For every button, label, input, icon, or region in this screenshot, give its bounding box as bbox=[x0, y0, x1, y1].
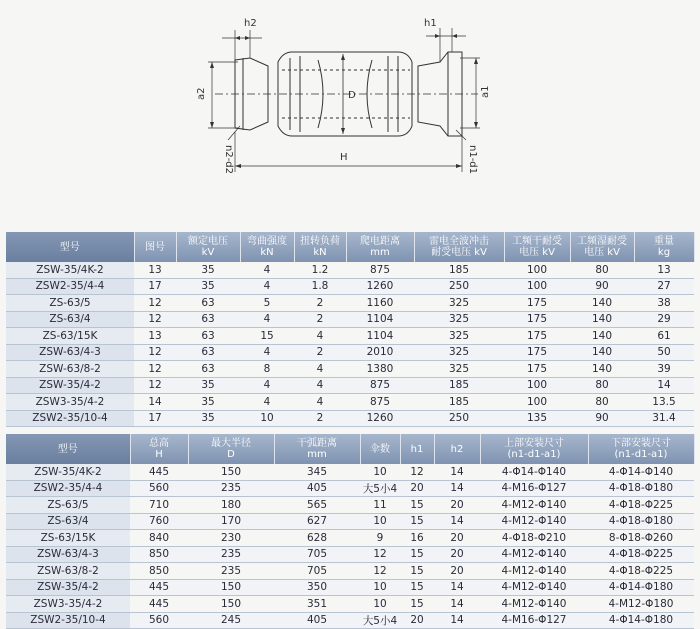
table-cell: 4 bbox=[240, 262, 294, 278]
table-cell: 351 bbox=[274, 596, 360, 613]
column-header bbox=[134, 232, 176, 262]
column-header bbox=[346, 232, 414, 262]
table-cell: 35 bbox=[176, 262, 240, 278]
model-cell: ZSW-63/4-3 bbox=[6, 344, 134, 361]
table-cell: 4 bbox=[240, 394, 294, 411]
table-cell: 10 bbox=[240, 410, 294, 427]
table-cell: 80 bbox=[570, 394, 634, 411]
table-cell: 15 bbox=[400, 563, 434, 580]
table-cell: 175 bbox=[504, 344, 570, 361]
table-row bbox=[6, 344, 694, 361]
table-cell: 345 bbox=[274, 464, 360, 480]
table-cell: 14 bbox=[634, 377, 694, 394]
column-header bbox=[588, 434, 694, 464]
table-cell: 325 bbox=[414, 295, 504, 312]
table-cell: 17 bbox=[134, 410, 176, 427]
model-cell: ZSW3-35/4-2 bbox=[6, 394, 134, 411]
table-cell: 235 bbox=[188, 480, 274, 497]
column-header bbox=[6, 232, 134, 262]
table-cell: 14 bbox=[434, 612, 480, 629]
column-header bbox=[188, 434, 274, 464]
table-cell: 15 bbox=[400, 596, 434, 613]
column-header bbox=[240, 232, 294, 262]
table-row bbox=[6, 394, 694, 411]
table-cell: 4-Φ14-Φ140 bbox=[588, 464, 694, 480]
model-cell: ZS-63/4 bbox=[6, 513, 130, 530]
table-cell: 760 bbox=[130, 513, 188, 530]
header-line-1: 伞数 bbox=[370, 443, 390, 455]
table-cell: 31.4 bbox=[634, 410, 694, 427]
header-line-2: 电压 kV bbox=[584, 247, 620, 258]
table-cell: 13 bbox=[634, 262, 694, 278]
table-cell: 445 bbox=[130, 464, 188, 480]
table-row bbox=[6, 278, 694, 295]
table-row bbox=[6, 563, 694, 580]
table-cell: 63 bbox=[176, 361, 240, 378]
table-cell: 12 bbox=[360, 563, 400, 580]
column-header bbox=[176, 232, 240, 262]
model-cell: ZS-63/15K bbox=[6, 328, 134, 345]
header-line-1: 额定电压 bbox=[188, 236, 228, 247]
table-cell: 1260 bbox=[346, 278, 414, 295]
table-cell: 4-M12-Φ140 bbox=[480, 563, 588, 580]
table-cell: 405 bbox=[274, 480, 360, 497]
table-cell: 13.5 bbox=[634, 394, 694, 411]
table-cell: 14 bbox=[134, 394, 176, 411]
table-row bbox=[6, 596, 694, 613]
model-cell: ZSW-35/4-2 bbox=[6, 377, 134, 394]
table-row bbox=[6, 361, 694, 378]
table-cell: 4-Φ14-Φ180 bbox=[588, 612, 694, 629]
table-cell: 14 bbox=[434, 579, 480, 596]
table-cell: 11 bbox=[360, 497, 400, 514]
table-cell: 10 bbox=[360, 513, 400, 530]
table-row bbox=[6, 262, 694, 278]
table-cell: 245 bbox=[188, 612, 274, 629]
table-cell: 1104 bbox=[346, 311, 414, 328]
header-line-1: 爬电距离 bbox=[360, 236, 400, 247]
table-cell: 10 bbox=[360, 464, 400, 480]
header-line-1: 雷电全波冲击 bbox=[429, 236, 489, 247]
table-cell: 175 bbox=[504, 328, 570, 345]
table-row bbox=[6, 497, 694, 514]
table-cell: 12 bbox=[134, 295, 176, 312]
model-cell: ZSW2-35/4-4 bbox=[6, 480, 130, 497]
insulator-drawing bbox=[0, 0, 700, 225]
header-line-2: (n1-d1-a1) bbox=[614, 449, 668, 460]
table-cell: 4-Φ14-Φ140 bbox=[480, 464, 588, 480]
table-cell: 12 bbox=[134, 344, 176, 361]
table-cell: 4-M16-Φ127 bbox=[480, 612, 588, 629]
table-row bbox=[6, 579, 694, 596]
table-cell: 2 bbox=[294, 311, 346, 328]
table-cell: 4-Φ18-Φ180 bbox=[588, 513, 694, 530]
table-cell: 15 bbox=[400, 579, 434, 596]
table-row bbox=[6, 410, 694, 427]
table-cell: 175 bbox=[504, 295, 570, 312]
table-cell: 850 bbox=[130, 563, 188, 580]
table-cell: 325 bbox=[414, 311, 504, 328]
table-cell: 61 bbox=[634, 328, 694, 345]
header-line-2: (n1-d1-a1) bbox=[507, 449, 561, 460]
table-cell: 4 bbox=[294, 377, 346, 394]
header-line-1: 扭转负荷 bbox=[300, 236, 340, 247]
table-cell: 135 bbox=[504, 410, 570, 427]
table-cell: 560 bbox=[130, 612, 188, 629]
table-row bbox=[6, 612, 694, 629]
table-cell: 90 bbox=[570, 410, 634, 427]
header-line-1: 上部安装尺寸 bbox=[504, 438, 564, 449]
table-cell: 5 bbox=[240, 295, 294, 312]
table-cell: 29 bbox=[634, 311, 694, 328]
column-header bbox=[294, 232, 346, 262]
label-a2: a2 bbox=[196, 87, 207, 100]
table-cell: 63 bbox=[176, 295, 240, 312]
column-header bbox=[274, 434, 360, 464]
table-cell: 20 bbox=[400, 480, 434, 497]
header-line-1: 弯曲强度 bbox=[247, 236, 287, 247]
table-cell: 4-M12-Φ140 bbox=[480, 513, 588, 530]
column-header bbox=[570, 232, 634, 262]
table-cell: 325 bbox=[414, 344, 504, 361]
header-line-1: 型号 bbox=[59, 241, 80, 253]
header-line-2: mm bbox=[307, 449, 327, 460]
table-row bbox=[6, 377, 694, 394]
table-cell: 175 bbox=[504, 311, 570, 328]
table-cell: 1104 bbox=[346, 328, 414, 345]
table-cell: 100 bbox=[504, 278, 570, 295]
table-cell: 850 bbox=[130, 546, 188, 563]
table-cell: 38 bbox=[634, 295, 694, 312]
table-cell: 大5小4 bbox=[360, 480, 400, 497]
header-line-2: kV bbox=[201, 247, 215, 258]
table-cell: 63 bbox=[176, 328, 240, 345]
table-cell: 12 bbox=[134, 311, 176, 328]
header-line-2: kN bbox=[260, 247, 274, 258]
table-cell: 325 bbox=[414, 361, 504, 378]
model-cell: ZSW-35/4K-2 bbox=[6, 262, 134, 278]
table-cell: 12 bbox=[134, 377, 176, 394]
table-cell: 4-M12-Φ180 bbox=[588, 596, 694, 613]
model-cell: ZS-63/5 bbox=[6, 497, 130, 514]
column-header bbox=[414, 232, 504, 262]
table-cell: 230 bbox=[188, 530, 274, 547]
table-cell: 140 bbox=[570, 295, 634, 312]
header-line-1: 下部安装尺寸 bbox=[611, 438, 671, 449]
table-cell: 1260 bbox=[346, 410, 414, 427]
table-cell: 185 bbox=[414, 377, 504, 394]
header-line-1: 总高 bbox=[149, 438, 169, 449]
table-cell: 875 bbox=[346, 377, 414, 394]
table-cell: 175 bbox=[504, 361, 570, 378]
table-cell: 15 bbox=[400, 497, 434, 514]
table-cell: 180 bbox=[188, 497, 274, 514]
header-line-1: h2 bbox=[450, 443, 464, 455]
header-line-2: H bbox=[155, 449, 163, 460]
table-cell: 63 bbox=[176, 311, 240, 328]
table-cell: 140 bbox=[570, 328, 634, 345]
table-row bbox=[6, 513, 694, 530]
table-row bbox=[6, 530, 694, 547]
label-h: H bbox=[340, 152, 348, 163]
table-cell: 35 bbox=[176, 394, 240, 411]
column-header bbox=[400, 434, 434, 464]
table-cell: 4 bbox=[240, 278, 294, 295]
model-cell: ZSW-63/8-2 bbox=[6, 563, 130, 580]
table-cell: 12 bbox=[360, 546, 400, 563]
table-row bbox=[6, 464, 694, 480]
label-n2-d2: n2-d2 bbox=[223, 145, 234, 175]
table-cell: 90 bbox=[570, 278, 634, 295]
table-cell: 150 bbox=[188, 579, 274, 596]
table-cell: 80 bbox=[570, 377, 634, 394]
table-cell: 80 bbox=[570, 262, 634, 278]
table-cell: 4-M12-Φ140 bbox=[480, 596, 588, 613]
table-cell: 100 bbox=[504, 394, 570, 411]
table-cell: 10 bbox=[360, 596, 400, 613]
table-cell: 9 bbox=[360, 530, 400, 547]
table-cell: 140 bbox=[570, 344, 634, 361]
table-cell: 4-Φ18-Φ225 bbox=[588, 497, 694, 514]
table-cell: 14 bbox=[434, 464, 480, 480]
model-cell: ZSW2-35/10-4 bbox=[6, 410, 134, 427]
table-cell: 710 bbox=[130, 497, 188, 514]
table-cell: 14 bbox=[434, 596, 480, 613]
table-cell: 705 bbox=[274, 546, 360, 563]
table-cell: 12 bbox=[400, 464, 434, 480]
table-cell: 100 bbox=[504, 262, 570, 278]
header-line-1: 型号 bbox=[57, 443, 78, 455]
table-cell: 14 bbox=[434, 480, 480, 497]
label-d: D bbox=[348, 90, 356, 101]
table-cell: 875 bbox=[346, 262, 414, 278]
table-row bbox=[6, 328, 694, 345]
table-cell: 875 bbox=[346, 394, 414, 411]
label-h1: h1 bbox=[424, 18, 437, 29]
header-line-1: 图号 bbox=[145, 241, 165, 253]
table-cell: 20 bbox=[434, 546, 480, 563]
header-line-1: h1 bbox=[410, 443, 424, 455]
model-cell: ZSW-35/4K-2 bbox=[6, 464, 130, 480]
model-cell: ZSW-63/4-3 bbox=[6, 546, 130, 563]
table-row bbox=[6, 311, 694, 328]
column-header bbox=[480, 434, 588, 464]
model-cell: ZS-63/5 bbox=[6, 295, 134, 312]
table-cell: 4 bbox=[240, 311, 294, 328]
table-cell: 4-Φ14-Φ180 bbox=[588, 579, 694, 596]
table-cell: 4-Φ18-Φ225 bbox=[588, 546, 694, 563]
column-header bbox=[130, 434, 188, 464]
table-cell: 185 bbox=[414, 394, 504, 411]
table-cell: 12 bbox=[134, 361, 176, 378]
header-line-1: 工频湿耐受 bbox=[577, 236, 627, 247]
table-cell: 150 bbox=[188, 596, 274, 613]
table-cell: 20 bbox=[434, 497, 480, 514]
column-header bbox=[634, 232, 694, 262]
table-row bbox=[6, 480, 694, 497]
column-header bbox=[504, 232, 570, 262]
table-cell: 10 bbox=[360, 579, 400, 596]
table-cell: 185 bbox=[414, 262, 504, 278]
model-cell: ZSW3-35/4-2 bbox=[6, 596, 130, 613]
table-cell: 1380 bbox=[346, 361, 414, 378]
model-cell: ZS-63/15K bbox=[6, 530, 130, 547]
table-cell: 4-Φ18-Φ180 bbox=[588, 480, 694, 497]
table-cell: 140 bbox=[570, 311, 634, 328]
table-cell: 2 bbox=[294, 295, 346, 312]
table-cell: 8-Φ18-Φ260 bbox=[588, 530, 694, 547]
table-cell: 35 bbox=[176, 410, 240, 427]
header-line-2: D bbox=[227, 449, 235, 460]
table-cell: 63 bbox=[176, 344, 240, 361]
table-cell: 445 bbox=[130, 596, 188, 613]
table-cell: 4 bbox=[294, 361, 346, 378]
model-cell: ZSW-35/4-2 bbox=[6, 579, 130, 596]
table-cell: 14 bbox=[434, 513, 480, 530]
table-cell: 1.8 bbox=[294, 278, 346, 295]
model-cell: ZS-63/4 bbox=[6, 311, 134, 328]
table-cell: 140 bbox=[570, 361, 634, 378]
column-header bbox=[434, 434, 480, 464]
table-cell: 4 bbox=[294, 394, 346, 411]
header-line-1: 最大半径 bbox=[211, 438, 251, 449]
table-cell: 2 bbox=[294, 344, 346, 361]
header-line-1: 重量 bbox=[654, 236, 674, 247]
table-cell: 565 bbox=[274, 497, 360, 514]
table-cell: 20 bbox=[434, 530, 480, 547]
table-cell: 4-M12-Φ140 bbox=[480, 579, 588, 596]
table-cell: 17 bbox=[134, 278, 176, 295]
table-cell: 4-Φ18-Φ210 bbox=[480, 530, 588, 547]
table-cell: 4 bbox=[294, 328, 346, 345]
table-cell: 4 bbox=[240, 344, 294, 361]
table-cell: 4-Φ18-Φ225 bbox=[588, 563, 694, 580]
electrical-spec-table bbox=[6, 232, 695, 427]
table-cell: 628 bbox=[274, 530, 360, 547]
table-cell: 250 bbox=[414, 278, 504, 295]
column-header bbox=[360, 434, 400, 464]
table-row bbox=[6, 295, 694, 312]
table-cell: 560 bbox=[130, 480, 188, 497]
table-cell: 840 bbox=[130, 530, 188, 547]
table-cell: 27 bbox=[634, 278, 694, 295]
table-cell: 16 bbox=[400, 530, 434, 547]
label-n1-d1: n1-d1 bbox=[467, 145, 478, 175]
dimension-spec-table bbox=[6, 434, 695, 629]
model-cell: ZSW2-35/10-4 bbox=[6, 612, 130, 629]
model-cell: ZSW-63/8-2 bbox=[6, 361, 134, 378]
table-cell: 39 bbox=[634, 361, 694, 378]
table-cell: 235 bbox=[188, 563, 274, 580]
header-line-2: 耐受电压 kV bbox=[431, 247, 487, 258]
table-cell: 20 bbox=[400, 612, 434, 629]
column-header bbox=[6, 434, 130, 464]
table-cell: 15 bbox=[240, 328, 294, 345]
table-cell: 大5小4 bbox=[360, 612, 400, 629]
table-cell: 20 bbox=[434, 563, 480, 580]
table-cell: 15 bbox=[400, 546, 434, 563]
table-cell: 4-M16-Φ127 bbox=[480, 480, 588, 497]
table-cell: 170 bbox=[188, 513, 274, 530]
label-h2: h2 bbox=[244, 18, 257, 29]
header-line-2: 电压 kV bbox=[519, 247, 555, 258]
table-cell: 627 bbox=[274, 513, 360, 530]
header-line-1: 工频干耐受 bbox=[512, 236, 562, 247]
table-cell: 2 bbox=[294, 410, 346, 427]
table-cell: 1.2 bbox=[294, 262, 346, 278]
table-cell: 235 bbox=[188, 546, 274, 563]
table-cell: 325 bbox=[414, 328, 504, 345]
table-cell: 705 bbox=[274, 563, 360, 580]
table-cell: 13 bbox=[134, 262, 176, 278]
table-cell: 100 bbox=[504, 377, 570, 394]
table-cell: 445 bbox=[130, 579, 188, 596]
label-a1: a1 bbox=[480, 85, 491, 98]
header-line-1: 干弧距离 bbox=[297, 438, 337, 449]
header-line-2: mm bbox=[370, 247, 390, 258]
header-line-2: kN bbox=[313, 247, 327, 258]
table-cell: 250 bbox=[414, 410, 504, 427]
table-cell: 35 bbox=[176, 278, 240, 295]
table-cell: 8 bbox=[240, 361, 294, 378]
table-cell: 4 bbox=[240, 377, 294, 394]
table-cell: 2010 bbox=[346, 344, 414, 361]
table-cell: 15 bbox=[400, 513, 434, 530]
table-cell: 350 bbox=[274, 579, 360, 596]
table-cell: 4-M12-Φ140 bbox=[480, 497, 588, 514]
table-cell: 150 bbox=[188, 464, 274, 480]
table-cell: 4-M12-Φ140 bbox=[480, 546, 588, 563]
table-cell: 1160 bbox=[346, 295, 414, 312]
table-cell: 35 bbox=[176, 377, 240, 394]
table-cell: 405 bbox=[274, 612, 360, 629]
header-line-2: kg bbox=[657, 247, 671, 258]
table-cell: 50 bbox=[634, 344, 694, 361]
table-row bbox=[6, 546, 694, 563]
table-cell: 13 bbox=[134, 328, 176, 345]
model-cell: ZSW2-35/4-4 bbox=[6, 278, 134, 295]
